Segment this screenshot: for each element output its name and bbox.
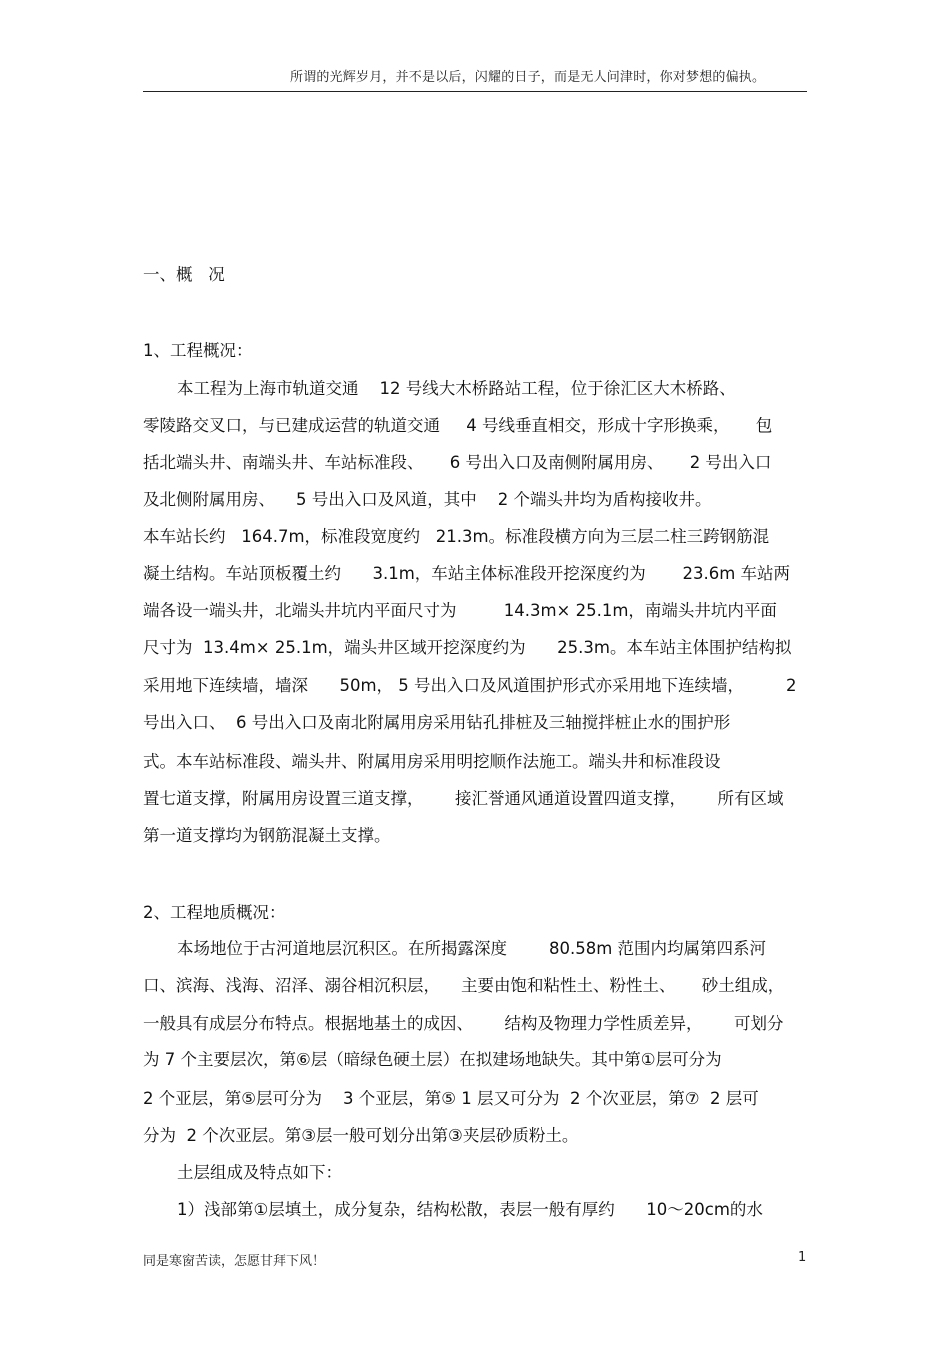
overview-line: 采用地下连续墙，墙深 50m， 5 号出入口及风道围护形式亦采用地下连续墙， 2 — [143, 676, 797, 695]
geology-line: 分为 2 个次亚层。第③层一般可划分出第③夹层砂质粉土。 — [143, 1126, 579, 1145]
overview-heading: 1、工程概况： — [143, 341, 253, 360]
overview-line: 凝土结构。车站顶板覆土约 3.1m，车站主体标准段开挖深度约为 23.6m 车站两 — [143, 564, 791, 583]
geology-line: 1）浅部第①层填土，成分复杂，结构松散，表层一般有厚约 10～20cm的水 — [177, 1200, 763, 1219]
header-divider — [143, 91, 807, 92]
overview-line: 端各设一端头井，北端头井坑内平面尺寸为 14.3m× 25.1m，南端头井坑内平面 — [143, 601, 777, 620]
overview-line: 本工程为上海市轨道交通 12 号线大木桥路站工程，位于徐汇区大木桥路、 — [177, 379, 736, 398]
page-number: 1 — [798, 1250, 807, 1265]
geology-line: 口、滨海、浅海、沼泽、溺谷相沉积层， 主要由饱和粘性土、粉性土、 砂土组成， — [143, 976, 785, 995]
section-title: 一、概 况 — [143, 265, 225, 284]
overview-line: 式。本车站标准段、端头井、附属用房采用明挖顺作法施工。端头井和标准段设 — [143, 752, 721, 771]
page-footer-motto: 同是寒窗苦读，怎愿甘拜下风！ — [143, 1254, 326, 1269]
overview-line: 尺寸为 13.4m× 25.1m，端头井区域开挖深度约为 25.3m。本车站主体围护结构拟 — [143, 638, 792, 657]
geology-line: 土层组成及特点如下： — [177, 1163, 342, 1182]
overview-line: 置七道支撑，附属用房设置三道支撑， 接汇誉通风通道设置四道支撑， 所有区域 — [143, 789, 784, 808]
geology-line: 2 个亚层，第⑤层可分为 3 个亚层，第⑤ 1 层又可分为 2 个次亚层，第⑦ 2 层可 — [143, 1089, 759, 1108]
overview-line: 及北侧附属用房、 5 号出入口及风道，其中 2 个端头井均为盾构接收井。 — [143, 490, 712, 509]
geology-line: 为 7 个主要层次，第⑥层（暗绿色硬土层）在拟建场地缺失。其中第①层可分为 — [143, 1050, 722, 1069]
geology-line: 本场地位于古河道地层沉积区。在所揭露深度 80.58m 范围内均属第四系河 — [177, 939, 767, 958]
overview-line: 号出入口、 6 号出入口及南北附属用房采用钻孔排桩及三轴搅拌桩止水的围护形 — [143, 713, 731, 732]
overview-line: 第一道支撑均为钢筋混凝土支撑。 — [143, 826, 391, 845]
overview-line: 本车站长约 164.7m，标准段宽度约 21.3m。标准段横方向为三层二柱三跨钢筋混 — [143, 527, 770, 546]
overview-line: 零陵路交叉口，与已建成运营的轨道交通 4 号线垂直相交，形成十字形换乘， 包 — [143, 416, 773, 435]
overview-line: 括北端头井、南端头井、车站标准段、 6 号出入口及南侧附属用房、 2 号出入口 — [143, 453, 772, 472]
page-header-quote: 所谓的光辉岁月，并不是以后，闪耀的日子，而是无人问津时，你对梦想的偏执。 — [290, 70, 766, 85]
geology-heading: 2、工程地质概况： — [143, 903, 286, 922]
geology-line: 一般具有成层分布特点。根据地基土的成因、 结构及物理力学性质差异， 可划分 — [143, 1014, 784, 1033]
